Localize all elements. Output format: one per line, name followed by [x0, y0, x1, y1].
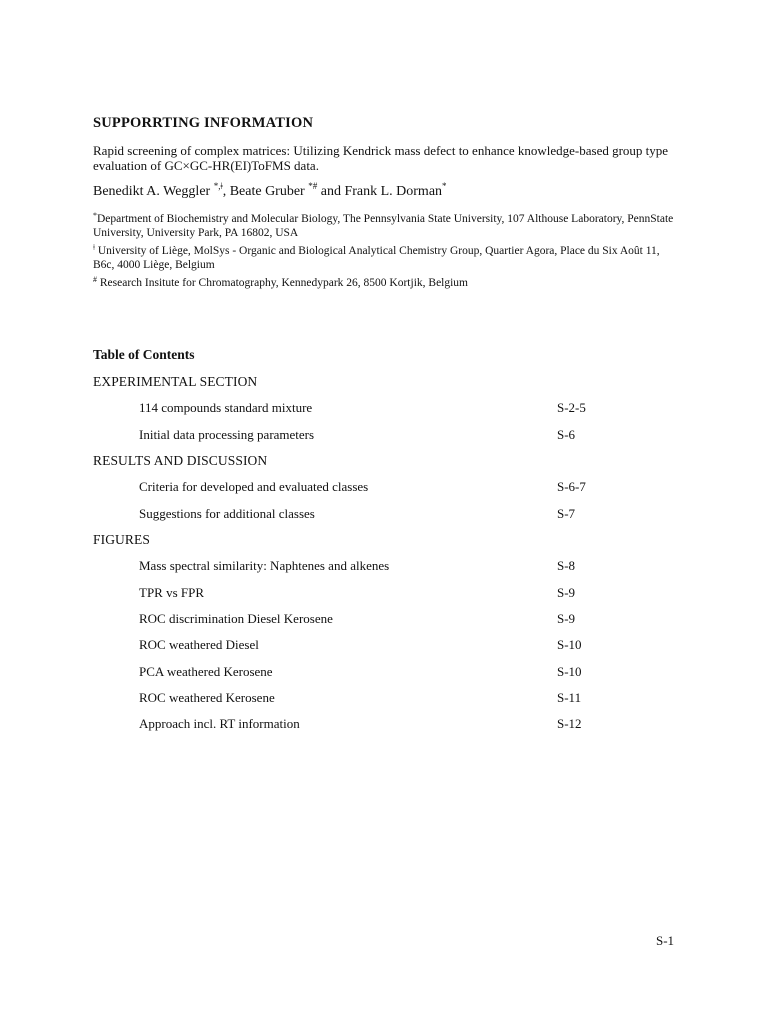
author-line: [93, 181, 447, 200]
toc-entry[interactable]: [0, 506, 768, 524]
toc-entry-pages: S-9: [557, 611, 576, 626]
toc-entry[interactable]: [0, 716, 768, 734]
toc-entry-pages: S-8: [557, 558, 576, 573]
toc-entry[interactable]: [0, 558, 768, 576]
affiliation-text: Department of Biochemistry and Molecular Biology, The Pennsylvania State University, 107 Althouse Laboratory, PennState University, University Park, PA 16802, USA: [93, 213, 674, 239]
author-name: and Frank L. Dorman: [317, 184, 443, 199]
toc-entry[interactable]: [0, 400, 768, 418]
toc-entry-pages: S-12: [557, 716, 582, 731]
affiliation: [93, 276, 683, 290]
affiliation-text: Research Insitute for Chromatography, Kennedypark 26, 8500 Kortjik, Belgium: [97, 277, 469, 289]
toc-entry-label: 114 compounds standard mixture: [139, 400, 313, 415]
author-affiliation-marks: *: [442, 181, 447, 191]
author-name: , Beate Gruber: [222, 184, 309, 199]
toc-entry-label: ROC weathered Diesel: [139, 637, 259, 652]
toc-entry-label: Suggestions for additional classes: [139, 506, 315, 521]
toc-entry-label: ROC weathered Kerosene: [139, 690, 275, 705]
toc-entry-pages: S-9: [557, 585, 576, 600]
toc-entry-pages: S-11: [557, 690, 582, 705]
toc-entry[interactable]: [0, 479, 768, 497]
affiliation: [93, 212, 683, 240]
toc-entry-pages: S-10: [557, 637, 582, 652]
toc-entry-pages: S-6-7: [557, 479, 586, 494]
paper-title: Rapid screening of complex matrices: Utilizing Kendrick mass defect to enhance knowledge-based group type evaluation of GC×GC-HR(EI)ToFMS data.: [93, 143, 669, 173]
author-affiliation-marks: *#: [308, 181, 318, 191]
toc-entry-pages: S-7: [557, 506, 576, 521]
toc-entry-pages: S-6: [557, 427, 576, 442]
affiliation-mark: *: [93, 211, 97, 220]
toc-section-heading: RESULTS AND DISCUSSION: [93, 453, 268, 468]
toc-entry-label: PCA weathered Kerosene: [139, 664, 273, 679]
toc-entry-label: Initial data processing parameters: [139, 427, 315, 442]
toc-entry-pages: S-2-5: [557, 400, 586, 415]
toc-entry[interactable]: [0, 427, 768, 445]
toc-section-heading: FIGURES: [93, 532, 150, 547]
toc-entry[interactable]: [0, 585, 768, 603]
toc-title: Table of Contents: [93, 347, 195, 362]
affiliation-mark: ǂ: [93, 243, 95, 252]
toc-section-heading: EXPERIMENTAL SECTION: [93, 374, 258, 389]
document-heading: SUPPORRTING INFORMATION: [93, 115, 314, 131]
affiliation-text: University of Liège, MolSys - Organic and Biological Analytical Chemistry Group, Quartier Agora, Place du Six Août 11, B6c, 4000 Liège, Belgium: [93, 245, 660, 271]
author-affiliation-marks: *,ǂ: [213, 181, 223, 191]
author-name: Benedikt A. Weggler: [93, 184, 214, 199]
toc-entry-label: Criteria for developed and evaluated classes: [139, 479, 369, 494]
toc-entry-label: ROC discrimination Diesel Kerosene: [139, 611, 333, 626]
toc-entry[interactable]: [0, 637, 768, 655]
toc-entry-label: TPR vs FPR: [139, 585, 205, 600]
toc-entry[interactable]: [0, 611, 768, 629]
affiliation-mark: #: [93, 275, 97, 284]
toc-entry-label: Mass spectral similarity: Naphtenes and alkenes: [139, 558, 390, 573]
toc-entry[interactable]: [0, 664, 768, 682]
page-number: S-1: [656, 933, 675, 948]
toc-entry[interactable]: [0, 690, 768, 708]
toc-entry-label: Approach incl. RT information: [139, 716, 300, 731]
toc-entry-pages: S-10: [557, 664, 582, 679]
affiliation: [93, 244, 683, 272]
